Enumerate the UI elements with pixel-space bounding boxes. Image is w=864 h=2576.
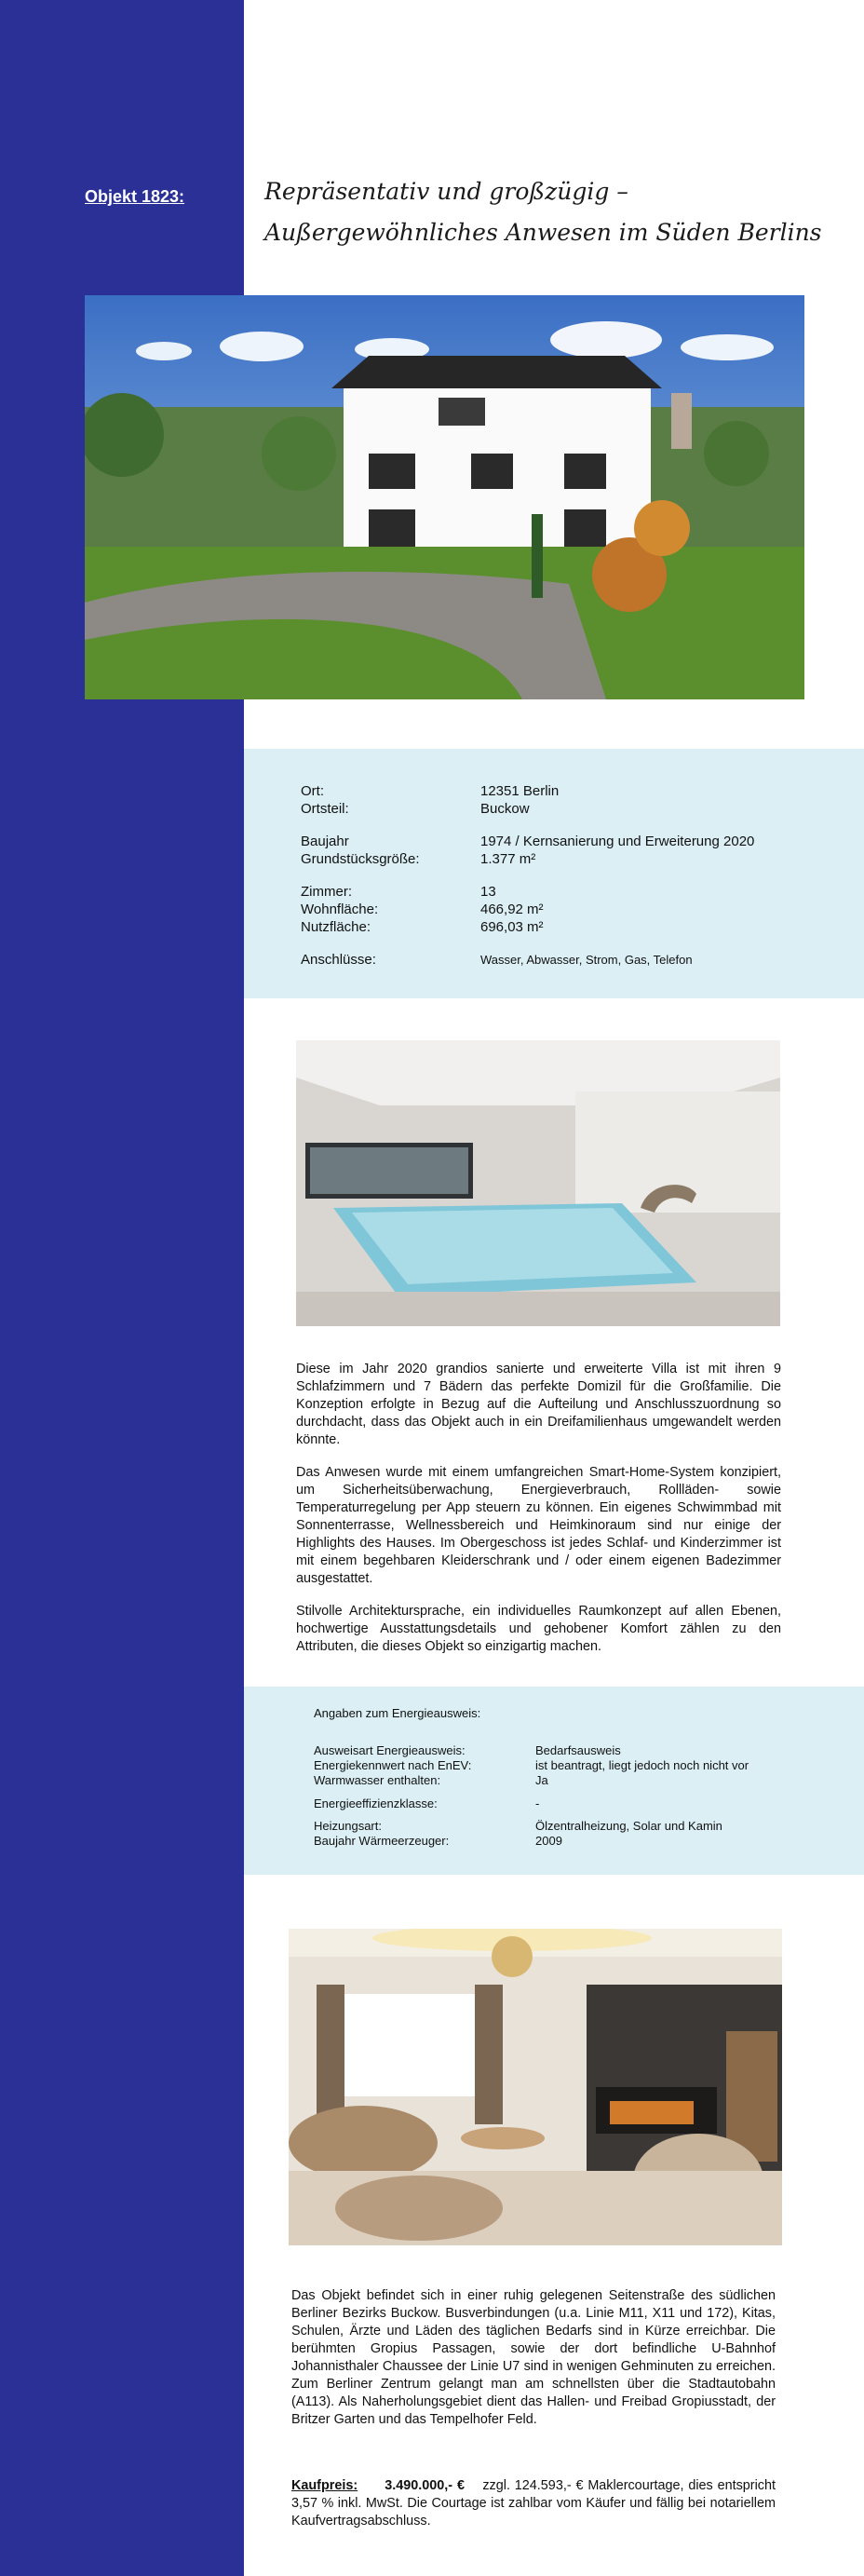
energy-label: Ausweisart Energieausweis:: [314, 1743, 466, 1757]
energy-label: Heizungsart:: [314, 1819, 382, 1833]
price-details: zzgl. 124.593,- € Maklercourtage, dies entspricht 3,57 % inkl. MwSt. Die Courtage ist zahlbar vom Käufer und fällig bei notariellem Kaufvertragsabschluss.: [291, 2478, 776, 2529]
fact-label: Ortsteil:: [301, 801, 349, 817]
fact-label: Anschlüsse:: [301, 952, 376, 968]
object-number: Objekt 1823:: [85, 187, 185, 206]
energy-label: Energiekennwert nach EnEV:: [314, 1758, 472, 1772]
living-room-photo: [289, 1929, 782, 2245]
fact-value: Buckow: [480, 801, 530, 817]
title-line-2: Außergewöhnliches Anwesen im Süden Berlins: [264, 219, 822, 246]
price-amount: 3.490.000,- €: [385, 2478, 465, 2493]
house-exterior-photo: [85, 295, 804, 699]
energy-heading: Angaben zum Energieausweis:: [314, 1706, 481, 1720]
energy-value: -: [535, 1796, 540, 1810]
price-label: Kaufpreis:: [291, 2478, 358, 2493]
description-paragraph: Stilvolle Architektursprache, ein individuelles Raumkonzept auf allen Ebenen, hochwertige Ausstattungsdetails und gehobener Komfort zählen zu den Attributen, die dieses Objekt so einzigartig machen.: [296, 1604, 781, 1654]
title-line-1: Repräsentativ und großzügig –: [264, 178, 628, 205]
fact-label: Ort:: [301, 783, 324, 799]
energy-value: ist beantragt, liegt jedoch noch nicht vor: [535, 1758, 749, 1772]
energy-value: Bedarfsausweis: [535, 1743, 621, 1757]
indoor-pool-photo: [296, 1040, 780, 1326]
energy-label: Baujahr Wärmeerzeuger:: [314, 1834, 450, 1848]
price-section: [291, 2477, 776, 2530]
energy-value: Ja: [535, 1773, 548, 1787]
energy-value: 2009: [535, 1834, 562, 1848]
fact-label: Nutzfläche:: [301, 919, 371, 935]
energy-label: Energieeffizienzklasse:: [314, 1796, 438, 1810]
fact-value: 13: [480, 884, 496, 900]
fact-label: Baujahr: [301, 834, 349, 849]
fact-label: Grundstücksgröße:: [301, 851, 420, 867]
fact-value: 1974 / Kernsanierung und Erweiterung 2020: [480, 834, 755, 849]
fact-value: Wasser, Abwasser, Strom, Gas, Telefon: [480, 953, 693, 967]
description-paragraph: Das Anwesen wurde mit einem umfangreichen Smart-Home-System konzipiert, um Sicherheitsüberwachung, Energieverbrauch, Rollläden- sowie Temperaturregelung per App steuern zu können. Ein eigenes Schwimmbad mit Sonnenterrasse, Wellnessbereich und Heimkinoraum sind nur einige der Highlights des Hauses. Im Obergeschoss ist jedes Schlaf- und Kinderzimmer ist mit einem begehbaren Kleiderschrank und / oder einem eigenen Badezimmer ausgestattet.: [296, 1465, 781, 1586]
fact-value: 466,92 m²: [480, 902, 544, 917]
page-title: [264, 171, 823, 253]
energy-value: Ölzentralheizung, Solar und Kamin: [535, 1819, 722, 1833]
fact-label: Zimmer:: [301, 884, 352, 900]
fact-value: 12351 Berlin: [480, 783, 560, 799]
description-text: [296, 1361, 781, 1671]
energy-label: Warmwasser enthalten:: [314, 1773, 441, 1787]
fact-value: 696,03 m²: [480, 919, 544, 935]
description-paragraph: Diese im Jahr 2020 grandios sanierte und erweiterte Villa ist mit ihren 9 Schlafzimmern und 7 Bädern das perfekte Domizil für die Großfamilie. Die Konzeption erfolgte in Bezug auf die Aufteilung und Anschlusszuordnung so durchdacht, dass das Objekt auch in ein Dreifamilienhaus umgewandelt werden könnte.: [296, 1362, 781, 1447]
energy-info: [314, 1706, 789, 1864]
location-text: [291, 2287, 776, 2444]
fact-value: 1.377 m²: [480, 851, 536, 867]
fact-label: Wohnfläche:: [301, 902, 379, 917]
location-paragraph: Das Objekt befindet sich in einer ruhig gelegenen Seitenstraße des südlichen Berliner Bezirks Buckow. Busverbindungen (u.a. Linie M11, X11 und 172), Kitas, Schulen, Ärzte und Läden des täglichen Bedarfs sind in Kürze erreichbar. Die berühmten Gropius Passagen, sowie der dort befindliche U-Bahnhof Johannisthaler Chaussee der Linie U7 sind in wenigen Gehminuten zu erreichen. Zum Berliner Zentrum gelangt man am schnellsten über die Stadtautobahn (A113). Als Naherholungsgebiet dient das Hallen- und Freibad Gropiusstadt, der Britzer Garten und das Tempelhofer Feld.: [291, 2288, 776, 2427]
facts-list: [301, 782, 803, 969]
